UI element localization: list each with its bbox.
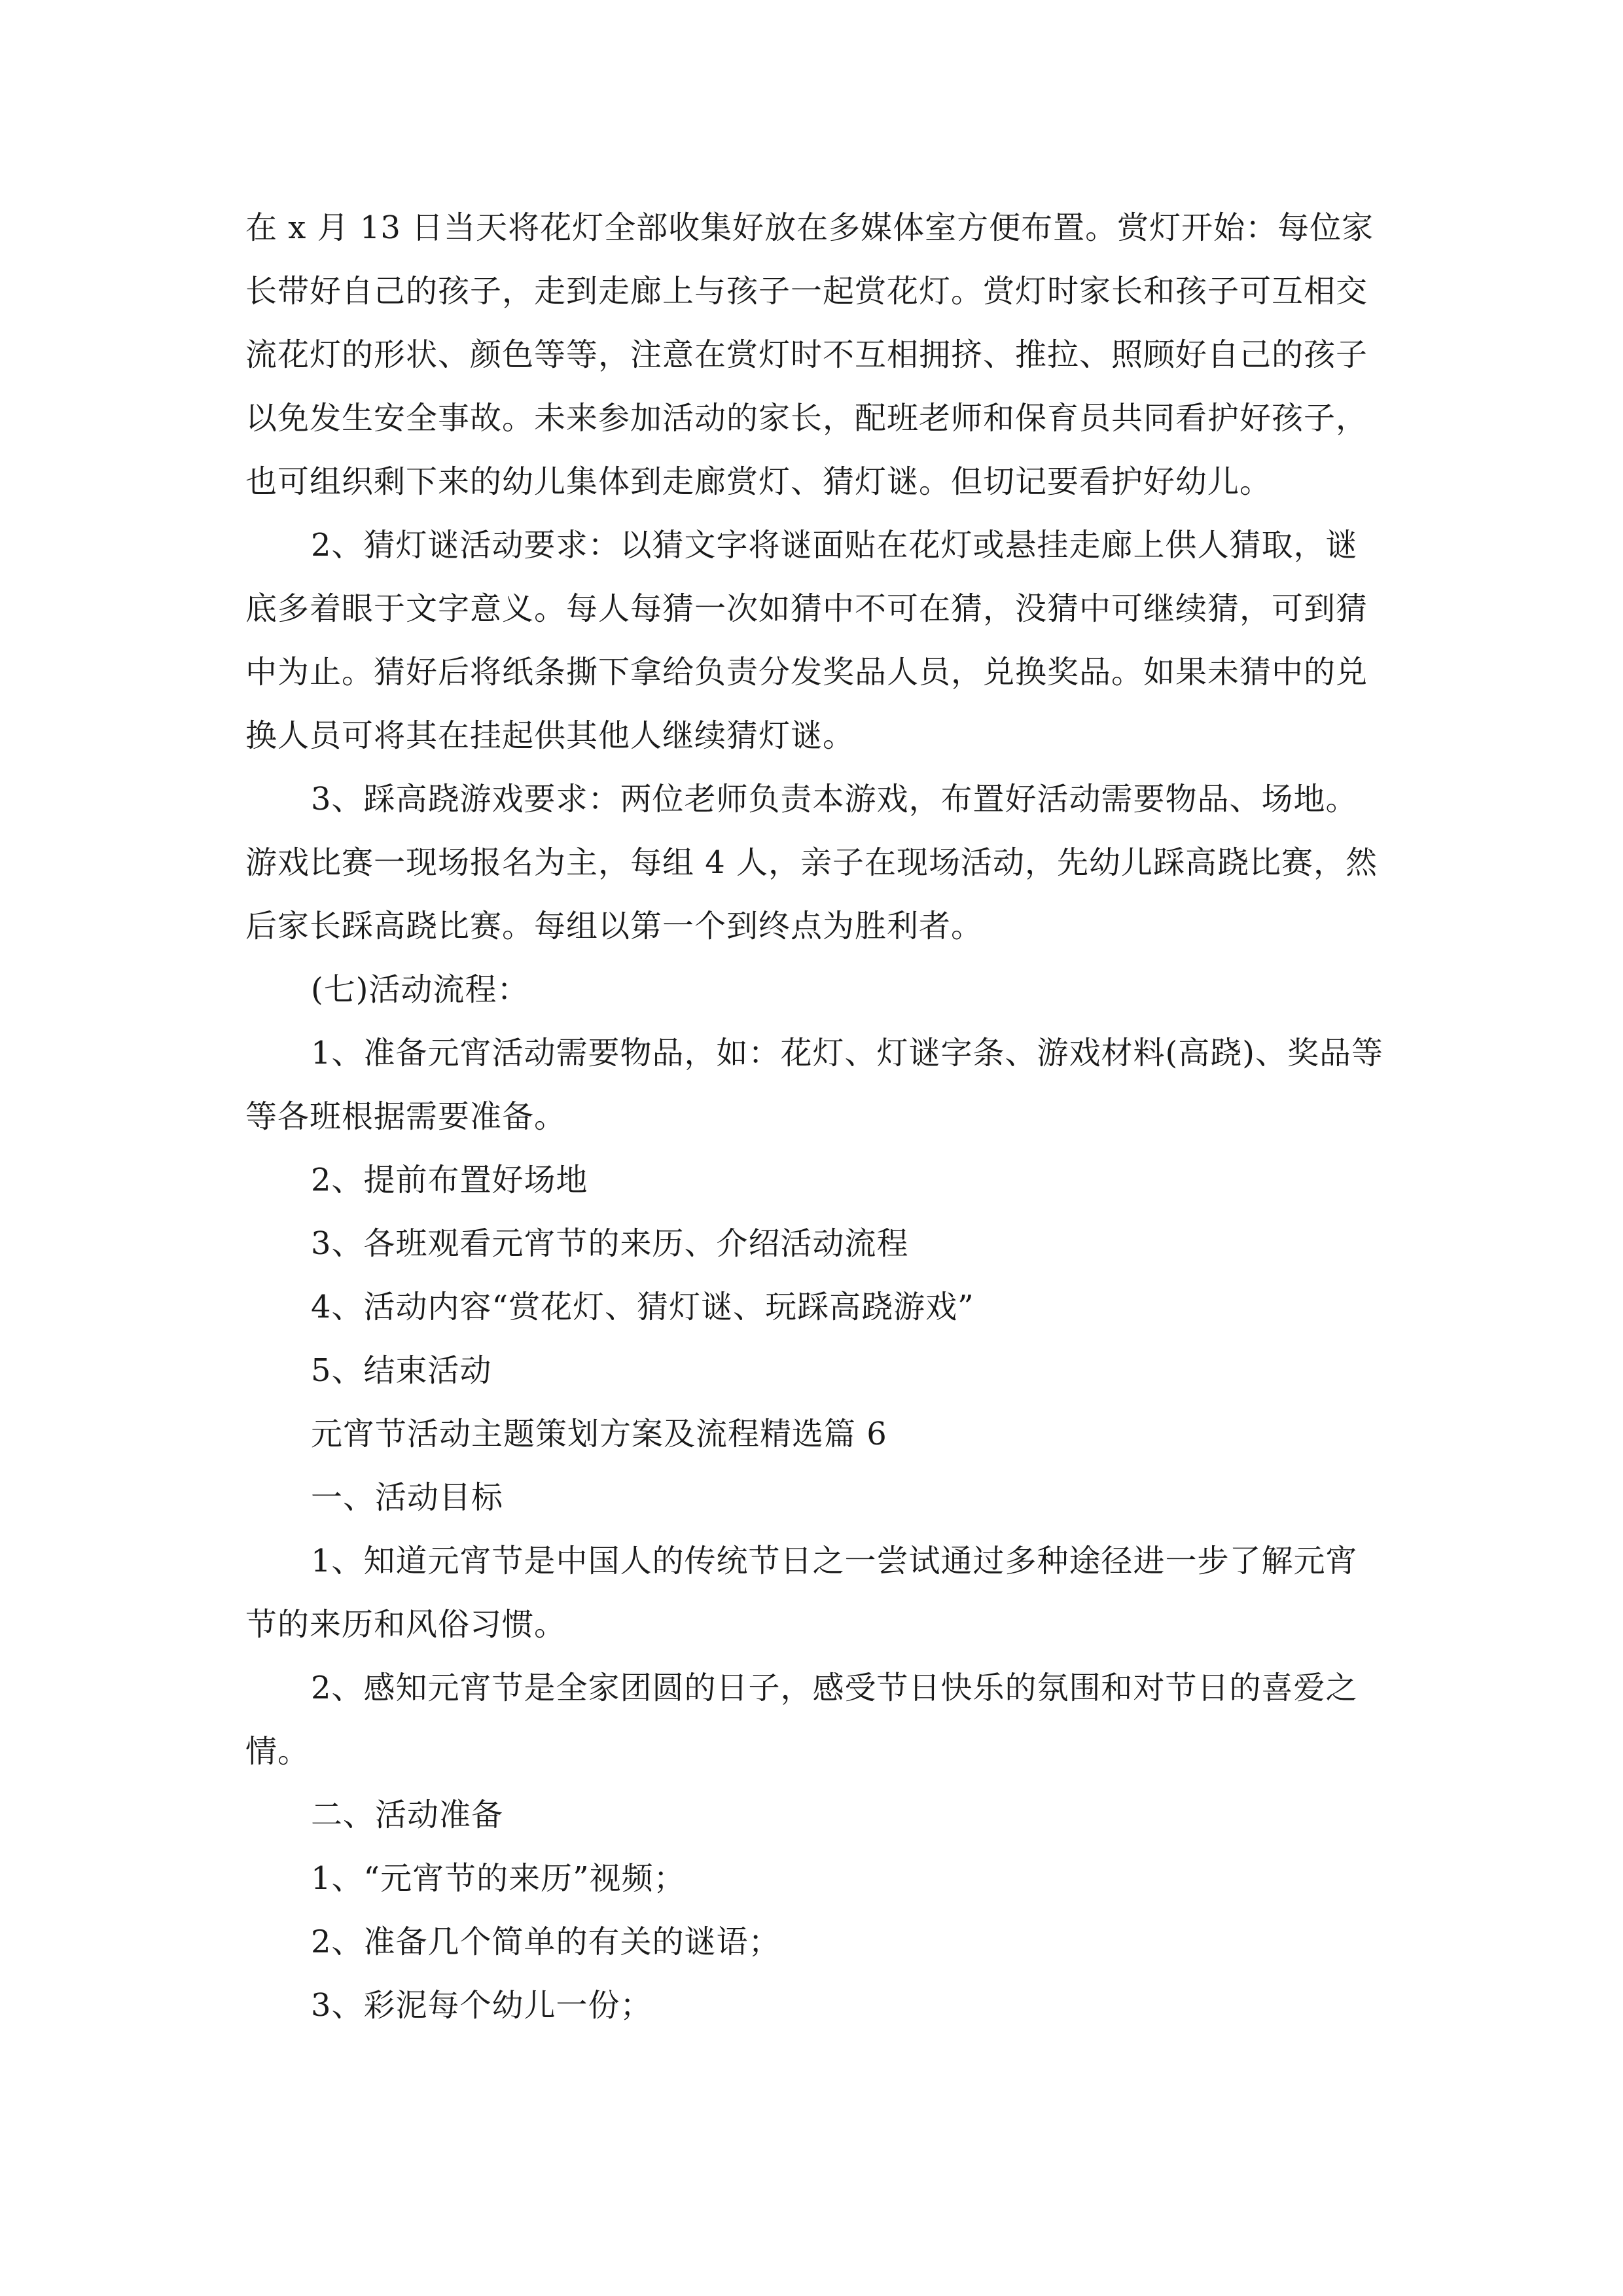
list-item: 4、活动内容“赏花灯、猜灯谜、玩踩高跷游戏” <box>311 1289 974 1325</box>
document-body <box>245 196 1384 2037</box>
list-item: 2、提前布置好场地 <box>311 1162 588 1198</box>
section-heading-process: (七)活动流程： <box>311 971 529 1008</box>
list-item: 5、结束活动 <box>311 1352 492 1389</box>
section-heading-preparation: 二、活动准备 <box>311 1797 504 1833</box>
paragraph-stilts-rules: 3、踩高跷游戏要求：两位老师负责本游戏，布置好活动需要物品、场地。游戏比赛一现场报名为主，每组 4 人，亲子在现场活动，先幼儿踩高跷比赛，然后家长踩高跷比赛。每组以第一个到终点为胜利者。 <box>245 781 1378 944</box>
section-heading-goals: 一、活动目标 <box>311 1479 504 1516</box>
list-item: 3、各班观看元宵节的来历、介绍活动流程 <box>311 1225 909 1262</box>
article-title: 元宵节活动主题策划方案及流程精选篇 6 <box>311 1416 887 1452</box>
paragraph-lantern-viewing: 在 x 月 13 日当天将花灯全部收集好放在多媒体室方便布置。赏灯开始：每位家长带好自己的孩子，走到走廊上与孩子一起赏花灯。赏灯时家长和孩子可互相交流花灯的形状、颜色等等，注意在赏灯时不互相拥挤、推拉、照顾好自己的孩子以免发生安全事故。未来参加活动的家长，配班老师和保育员共同看护好孩子，也可组织剩下来的幼儿集体到走廊赏灯、猜灯谜。但切记要看护好幼儿。 <box>245 209 1374 500</box>
list-item: 2、准备几个简单的有关的谜语； <box>311 1924 781 1960</box>
list-item: 2、感知元宵节是全家团圆的日子，感受节日快乐的氛围和对节日的喜爱之情。 <box>245 1670 1358 1770</box>
list-item: 1、准备元宵活动需要物品，如：花灯、灯谜字条、游戏材料(高跷)、奖品等等各班根据需要准备。 <box>245 1035 1383 1135</box>
list-item: 1、“元宵节的来历”视频； <box>311 1860 686 1897</box>
list-item: 1、知道元宵节是中国人的传统节日之一尝试通过多种途径进一步了解元宵节的来历和风俗习惯。 <box>245 1543 1358 1643</box>
list-item: 3、彩泥每个幼儿一份； <box>311 1987 652 2024</box>
paragraph-riddle-rules: 2、猜灯谜活动要求：以猜文字将谜面贴在花灯或悬挂走廊上供人猜取，谜底多着眼于文字意义。每人每猜一次如猜中不可在猜，没猜中可继续猜，可到猜中为止。猜好后将纸条撕下拿给负责分发奖品人员，兑换奖品。如果未猜中的兑换人员可将其在挂起供其他人继续猜灯谜。 <box>245 527 1368 754</box>
